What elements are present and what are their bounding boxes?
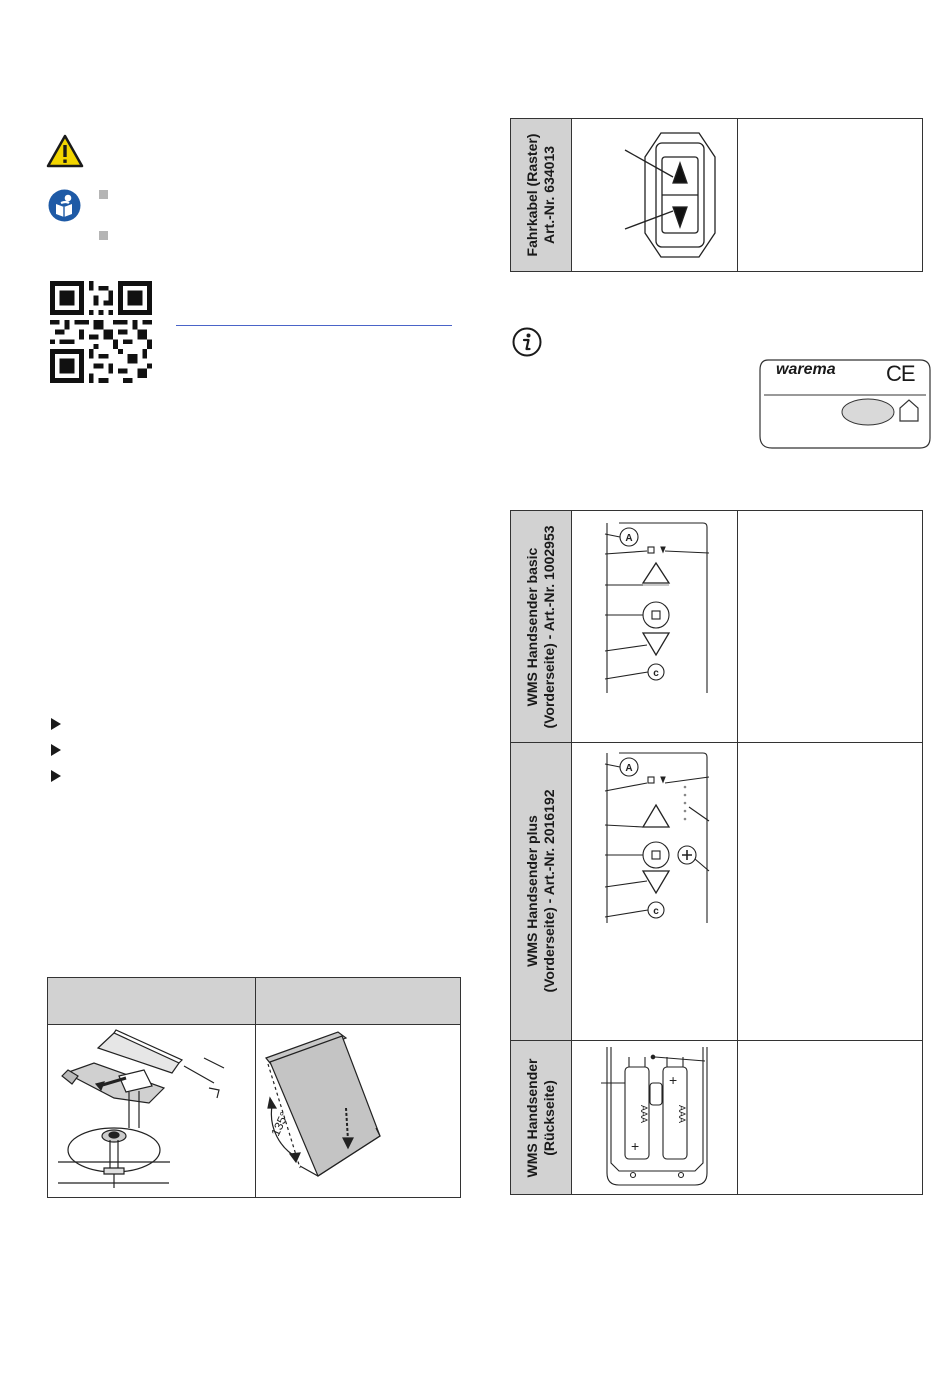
read-manual-icon [48,189,81,222]
row-divider [511,1040,922,1041]
fahrkabel-title: Fahrkabel (Raster) Art.-Nr. 634013 [524,133,557,257]
angle-panel-illustration [260,1028,456,1193]
fahrkabel-switch-illustration[interactable] [573,125,733,265]
plus-title: WMS Handsender plus (Vorderseite) - Art.-Nr. 2016192 [524,789,557,993]
warning-triangle-icon [46,134,84,168]
back-remote-illustration [595,1043,735,1191]
handsender-table [510,510,923,1195]
basic-btn-a: A [625,533,633,544]
warema-label-plate [758,358,932,450]
bullet-square [99,231,108,240]
list-arrow [51,744,61,756]
fahrkabel-table [510,118,923,272]
angle-label: 135° [268,1109,292,1139]
plus-remote-illustration [599,747,735,929]
back-header [511,1040,571,1195]
qr-code[interactable] [50,281,152,383]
basic-header [511,511,571,742]
column-divider [737,119,738,271]
basic-title: WMS Handsender basic (Vorderseite) - Art.-Nr. 1002953 [524,524,557,729]
warema-brand: warema [776,361,836,378]
column-divider [255,978,256,1197]
table-header-bar [48,978,460,1025]
info-icon [512,327,542,357]
row-divider [511,742,922,743]
battery-plus-2: + [669,1072,678,1088]
fahrkabel-header [511,119,572,271]
link-underline[interactable] [176,325,452,326]
list-arrow [51,718,61,730]
basic-btn-c: c [653,668,659,679]
plus-btn-c: c [653,906,659,917]
battery-plus-1: + [631,1138,640,1154]
list-arrow [51,770,61,782]
battery-label-2: AAA [677,1105,687,1124]
back-title: WMS Handsender (Rückseite) [524,1057,557,1178]
bracket-mount-illustration [54,1028,250,1193]
ce-mark: CE [886,361,915,386]
bullet-square [99,190,108,199]
plus-header [511,742,571,1040]
basic-remote-illustration [599,517,735,699]
plus-btn-a: A [625,763,633,774]
column-divider [737,511,738,1194]
installation-table [47,977,461,1198]
battery-label-1: AAA [639,1105,649,1124]
